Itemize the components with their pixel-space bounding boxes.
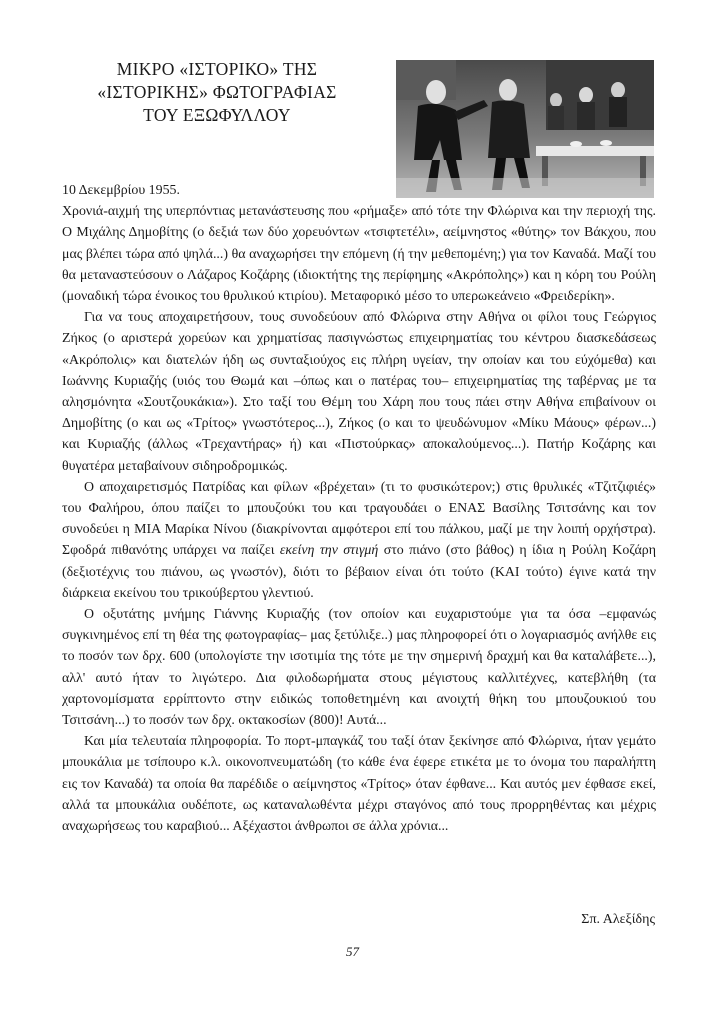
paragraph: Και μία τελευταία πληροφορία. Το πορτ-μπαγκάζ του ταξί όταν ξεκίνησε από Φλώρινα, ήταν γεμάτο μπουκάλια με τσίπουρο κ.λ. οικονοπνευματώδη (το κάθε ένα έφερε ετικέτα με το όνομα του παραλήπτη εις τον Καναδά) τα οποία θα παρέδιδε ο αείμνηστος «Τρίτος» όταν έφθανε... Και αυτός μεν έφθασε εκεί, αλλά τα μπουκάλια ουδέποτε, ως καταναλωθέντα μέχρι σταγόνος από τους προρρηθέντας και μέχρις αναχωρήσεως του καραβιού... Αξέχαστοι άνθρωποι σε άλλα χρόνια... bbox=[62, 734, 656, 835]
date-line: 10 Δεκεμβρίου 1955. bbox=[62, 183, 180, 198]
paragraph: Χρονιά-αιχμή της υπερπόντιας μετανάστευσης που «ρήμαξε» από τότε την Φλώρινα και την περιοχή της. Ο Μιχάλης Δημοβίτης (ο δεξιά των δύο χορευόντων «τσιφτετέλι», αείμνηστος «θύτης» τον Βάκχου, που μας βλέπει τώρα από ψηλά...) θα αναχωρήσει την επόμενη (ή την μεθεπομένη;) για τον Καναδά. Μαζί του θα μεταναστεύσουν ο Λάζαρος Κοζάρης (ιδιοκτήτης της περίφημης «Ακρόπολης») και η κόρη του Ρούλη (μοναδική τώρα ένοικος του θρυλικού κτιρίου). Μεταφορικό μέσο το υπερωκεάνειο «Φρειδερίκη». bbox=[62, 204, 656, 305]
dancers-photo-image bbox=[396, 60, 654, 198]
paragraph-text: στο πιάνο (στο βάθος) η ίδια η Ρούλη Κοζάρη (δεξιοτέχνις του πιάνου, ως γνωστόν), διότι το βέβαιον είναι ότι τούτο (ΚΑΙ τούτο) έγινε κατά την διάρκεια εκείνου του τρικούβερτου γλεντιού. bbox=[62, 543, 656, 601]
cover-photo bbox=[396, 60, 654, 198]
article-body bbox=[62, 180, 656, 837]
page-number: 57 bbox=[346, 944, 359, 959]
title-line: ΤΟΥ ΕΞΩΦΥΛΛΟΥ bbox=[143, 105, 291, 125]
paragraph-italic-text: εκείνη την στιγμή bbox=[279, 543, 379, 559]
title-line: ΜΙΚΡΟ «ΙΣΤΟΡΙΚΟ» ΤΗΣ bbox=[116, 59, 318, 79]
paragraph bbox=[62, 477, 656, 604]
paragraph: Για να τους αποχαιρετήσουν, τους συνοδεύουν από Φλώρινα στην Αθήνα οι φίλοι τους Γεώργιος Ζήκος (ο αριστερά χορεύων και χρηματίσας πασιγνώστως επιχειρηματίας του κέντρου διασκεδάσεως «Ακρόπολις» και διατελών ήδη ως συνταξιούχος εις πλήρη υγείαν, την οποίαν και του εύχόμεθα) και Ιωάννης Κυριαζής (υιός του Θωμά και –όπως και ο πατέρας του– επιχειρηματίας της ταβέρνας με τα αλησμόνητα «Σουτζουκάκια»). Στο ταξί του Θέμη του Χάρη που τους πάει στην Αθήνα επιβαίνουν οι Δημοβίτης (ο και ως «Τρίτος» γνωστότερος...), Ζήκος (ο και το ψευδώνυμον «Μίκυ Μάους» φέρων...) και Κυριαζής (άλλως «Τρεχαντήρας» ή) και «Πιστούρκας» αποκαλούμενος...). Πατήρ Κοζάρης και θυγατέρα μεταβαίνουν σιδηροδρομικώς. bbox=[62, 310, 656, 474]
author-signature: Σπ. Αλεξίδης bbox=[581, 912, 655, 927]
paragraph: Ο οξυτάτης μνήμης Γιάννης Κυριαζής (τον οποίον και ευχαριστούμε για τα όσα –εμφανώς συγκινημένος επί τη θέα της φωτογραφίας– μας ξετύλιξε..) μας πληροφορεί ότι ο λογαριασμός ανήλθε εις το ποσόν των δρχ. 600 (υπολογίστε την ισοτιμία της τότε με την σημερινή δραχμή και θα καταλάβετε...), αλλ' αυτό ήταν το λιγώτερο. Δια φιλοδωρήματα στους μέγιστους καλλιτέχνες, κατεβλήθη (τα χαρτονομίσματα ερρίπτοντο στην ειδικώς τοποθετημένη και ανοιχτή θήκη του μπουζουκιού του Τσιτσάνη...) το ποσόν των δρχ. οκτακοσίων (800)! Αυτά... bbox=[62, 607, 656, 729]
title-line: «ΙΣΤΟΡΙΚΗΣ» ΦΩΤΟΓΡΑΦΙΑΣ bbox=[97, 82, 337, 102]
article-title bbox=[62, 58, 372, 127]
paragraph-text: Ο αποχαιρετισμός Πατρίδας και φίλων «βρέχεται» (τι το φυσικώτερον;) στις θρυλικές «Τζιτζιφιές» του Φαλήρου, όπου παίζει το μπουζούκι του και τραγουδάει ο ΕΝΑΣ Βασίλης Τσιτσάνης και τον συνοδεύει η ΜΙΑ Μαρίκα Νίνου (διακρίνονται αμφότεροι επί του πάλκου, μαζί με την λοιπή ορχήστρα). Σφοδρά πιθανότης υπάρχει να παίζει bbox=[62, 479, 656, 559]
